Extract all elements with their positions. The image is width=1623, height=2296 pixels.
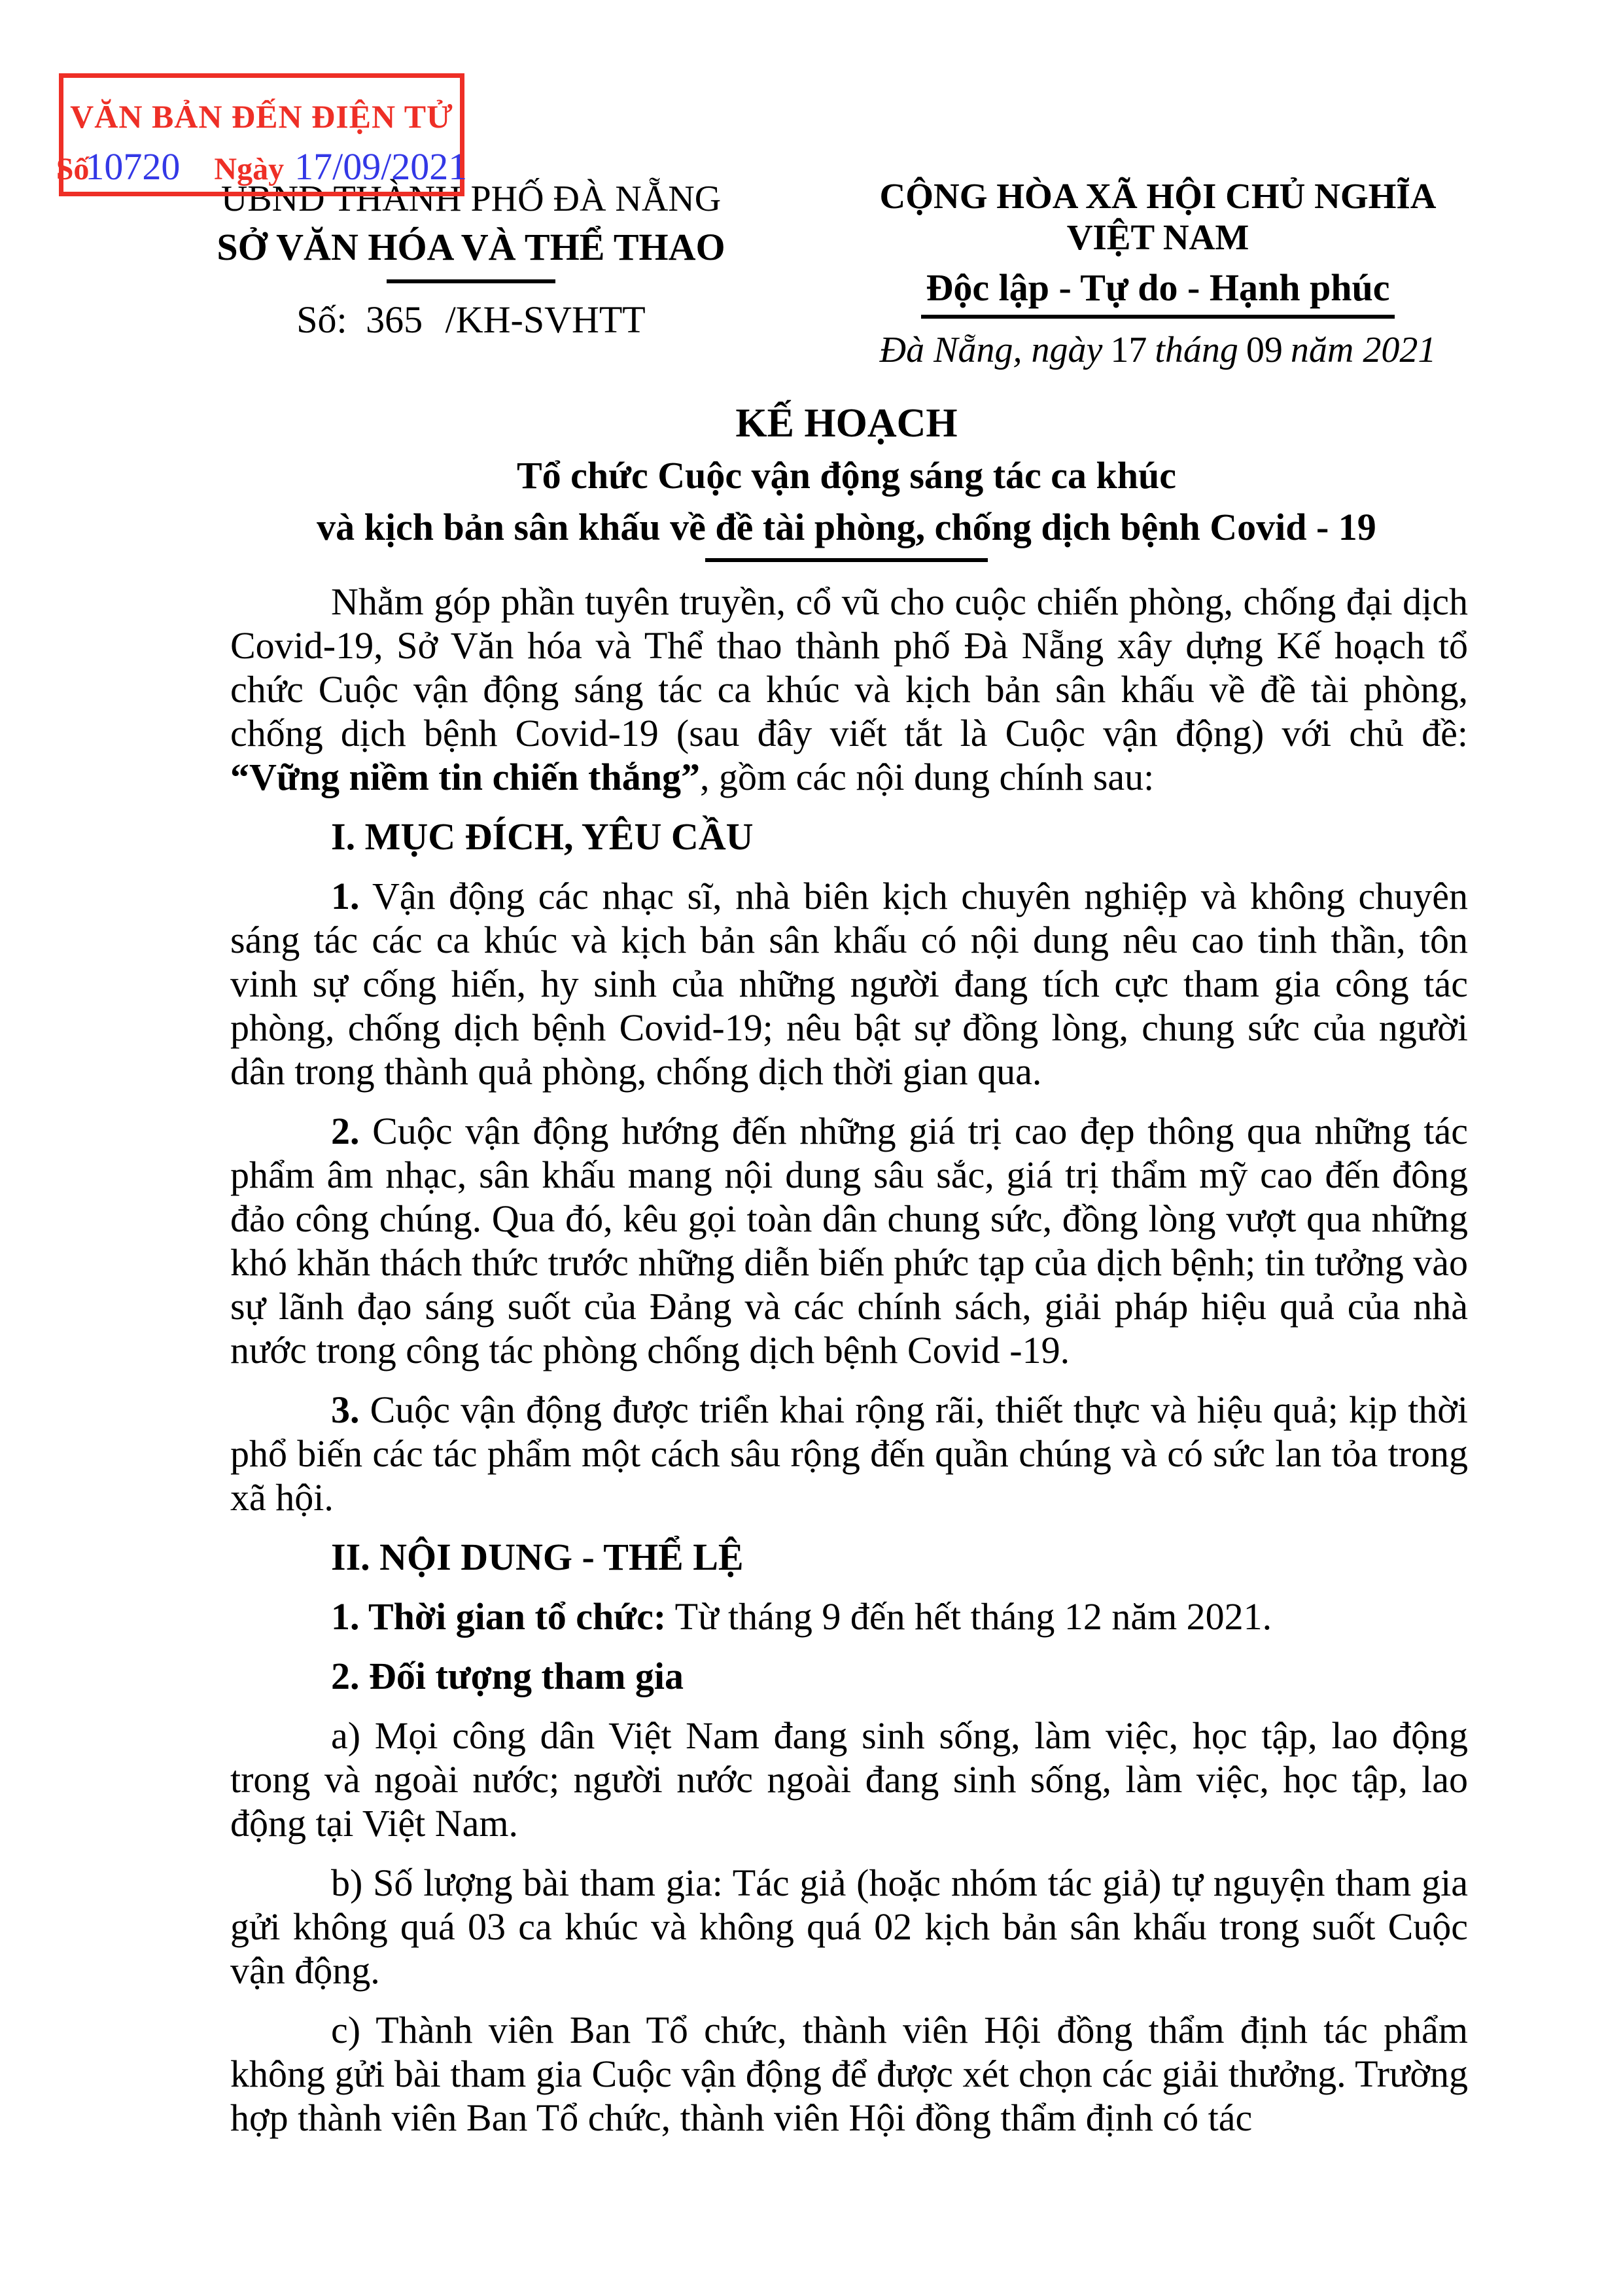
section-1-item-3 [230, 1388, 1468, 1519]
item-text: Cuộc vận động được triển khai rộng rãi, thiết thực và hiệu quả; kịp thời phổ biến các tác phẩm một cách sâu rộng đến quần chúng và có sức lan tỏa trong xã hội. [230, 1388, 1468, 1519]
arrival-stamp-title: VĂN BẢN ĐẾN ĐIỆN TỬ [70, 98, 453, 135]
section-2-item-1 [230, 1595, 1468, 1638]
title-divider-rule [705, 558, 988, 562]
section-1-item-2 [230, 1109, 1468, 1372]
date-month-value: 09 [1246, 330, 1283, 370]
section-2-item-2 [230, 1654, 1468, 1698]
org-divider-rule [387, 279, 555, 283]
document-number-label: Số: [296, 298, 347, 341]
section-2-item-c: c) Thành viên Ban Tổ chức, thành viên Hội đồng thẩm định tác phẩm không gửi bài tham gia Cuộc vận động để được xét chọn các giải thưởng. Trường hợp thành viên Ban Tổ chức, thành viên Hội đồng thẩm định có tác [230, 2009, 1468, 2139]
item-number: 2. [331, 1110, 360, 1152]
item-number: 3. [331, 1388, 360, 1431]
date-year-part: năm 2021 [1290, 330, 1437, 370]
document-title-block [230, 400, 1463, 562]
arrival-stamp-fields [56, 145, 468, 188]
item-label: 1. Thời gian tổ chức: [331, 1595, 667, 1638]
arrival-stamp [56, 73, 468, 196]
arrival-date-value: 17/09/2021 [294, 145, 468, 188]
parent-org-name: UBND THÀNH PHỐ ĐÀ NẴNG [220, 179, 722, 219]
national-heading-block [877, 175, 1439, 371]
document-type-title: KẾ HOẠCH [735, 401, 958, 446]
document-number-suffix: /KH-SVHTT [445, 298, 646, 341]
item-number: 1. [331, 875, 360, 917]
arrival-number-value: 10720 [85, 145, 181, 188]
national-title: CỘNG HÒA XÃ HỘI CHỦ NGHĨA VIỆT NAM [879, 176, 1437, 257]
document-subject-line2: và kịch bản sân khấu về đề tài phòng, chống dịch bệnh Covid - 19 [317, 506, 1376, 548]
item-label: 2. Đối tượng tham gia [331, 1655, 684, 1697]
item-text: Từ tháng 9 đến hết tháng 12 năm 2021. [666, 1595, 1272, 1638]
national-motto: Độc lập - Tự do - Hạnh phúc [921, 266, 1395, 319]
section-1-item-1 [230, 874, 1468, 1093]
document-number-line [196, 298, 746, 342]
campaign-theme: “Vững niềm tin chiến thắng” [230, 756, 701, 798]
document-subject-line1: Tổ chức Cuộc vận động sáng tác ca khúc [516, 454, 1177, 497]
section-2-heading: II. NỘI DUNG - THỂ LỆ [331, 1536, 744, 1578]
intro-text-end: , gồm các nội dung chính sau: [700, 756, 1155, 798]
arrival-date-label: Ngày [214, 152, 285, 186]
place-date-prefix: Đà Nẵng, ngày [879, 330, 1103, 370]
section-1-heading: I. MỤC ĐÍCH, YÊU CẦU [331, 815, 754, 858]
section-2-item-b: b) Số lượng bài tham gia: Tác giả (hoặc nhóm tác giả) tự nguyện tham gia gửi không quá 03 ca khúc và không quá 02 kịch bản sân khấu trong suốt Cuộc vận động. [230, 1862, 1468, 1992]
intro-paragraph [230, 580, 1468, 799]
arrival-number-label: Số [56, 152, 90, 186]
issuing-org-block [196, 178, 746, 342]
date-month-label: tháng [1155, 330, 1238, 370]
item-text: Cuộc vận động hướng đến những giá trị cao đẹp thông qua những tác phẩm âm nhạc, sân khấu mang nội dung sâu sắc, giá trị thẩm mỹ cao đến đông đảo công chúng. Qua đó, kêu gọi toàn dân chung sức, đồng lòng vượt qua những khó khăn thách thức trước những diễn biến phức tạp của dịch bệnh; tin tưởng vào sự lãnh đạo sáng suốt của Đảng và các chính sách, giải pháp hiệu quả của nhà nước trong công tác phòng chống dịch bệnh Covid -19. [230, 1110, 1468, 1371]
section-2-item-a: a) Mọi công dân Việt Nam đang sinh sống, làm việc, học tập, lao động trong và ngoài nước; người nước ngoài đang sinh sống, làm việc, học tập, lao động tại Việt Nam. [230, 1714, 1468, 1845]
item-text: Vận động các nhạc sĩ, nhà biên kịch chuyên nghiệp và không chuyên sáng tác các ca khúc và kịch bản sân khấu có nội dung nêu cao tinh thần, tôn vinh sự cống hiến, hy sinh của những người đang tích cực tham gia công tác phòng, chống dịch bệnh Covid-19; nêu bật sự đồng lòng, chung sức của người dân trong thành quả phòng, chống dịch thời gian qua. [230, 875, 1468, 1093]
issuing-org-name: SỞ VĂN HÓA VÀ THỂ THAO [217, 226, 725, 268]
document-number-value: 365 [366, 298, 423, 341]
document-body [230, 580, 1468, 2155]
intro-text: Nhằm góp phần tuyên truyền, cổ vũ cho cuộc chiến phòng, chống đại dịch Covid-19, Sở Văn hóa và Thể thao thành phố Đà Nẵng xây dựng Kế hoạch tổ chức Cuộc vận động sáng tác ca khúc và kịch bản sân khấu về đề tài phòng, chống dịch bệnh Covid-19 (sau đây viết tắt là Cuộc vận động) với chủ đề: [230, 580, 1468, 754]
place-date-line [877, 329, 1439, 371]
date-day-value: 17 [1110, 330, 1147, 370]
